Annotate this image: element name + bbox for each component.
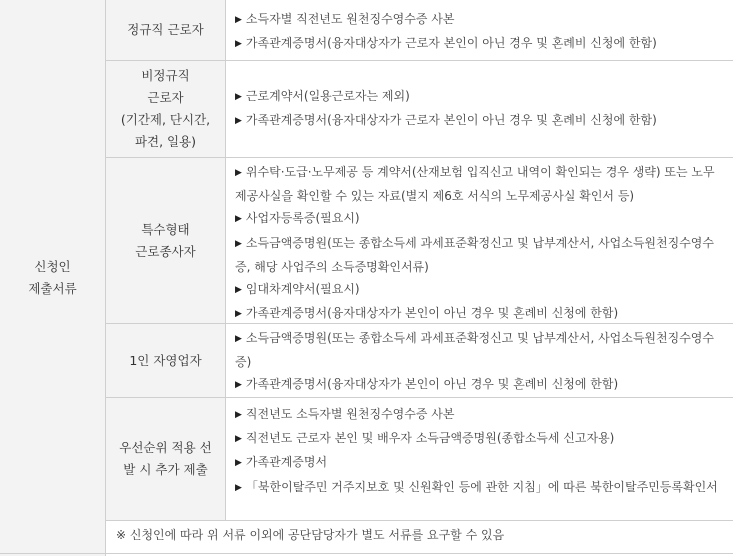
bullet-arrow-icon: ▶ <box>235 168 242 178</box>
footnote: ※ 신청인에 따라 위 서류 이외에 공단담당자가 별도 서류를 요구할 수 있음 <box>116 528 505 542</box>
document-item: ▶ 가족관계증명서(융자대상자가 본인이 아닌 경우 및 혼례비 신청에 한함) <box>235 377 619 392</box>
category-label: 정규직 근로자 <box>127 22 204 37</box>
divider <box>106 157 733 158</box>
bullet-arrow-icon: ▶ <box>235 309 242 320</box>
category-label: 비정규직 근로자 (기간제, 단시간, 파견, 일용) <box>120 68 211 149</box>
category-label: 1인 자영업자 <box>129 352 202 368</box>
divider <box>105 0 106 556</box>
document-list <box>226 403 733 520</box>
divider <box>225 0 226 521</box>
document-item: ▶ 소득금액증명원(또는 종합소득세 과세표준확정신고 및 납부계산서, 사업소득원천징수영수증, 해당 사업주의 소득증명확인서류) <box>235 235 714 274</box>
divider <box>106 60 733 61</box>
document-item: ▶ 근로계약서(일용근로자는 제외) <box>235 89 410 103</box>
document-item: ▶ 가족관계증명서(융자대상자가 본인이 아닌 경우 및 혼례비 신청에 한함) <box>235 306 619 321</box>
category-label: 우선순위 적용 선 발 시 추가 제출 <box>119 440 212 477</box>
group-label-cell <box>0 0 105 556</box>
bullet-arrow-icon: ▶ <box>235 238 242 249</box>
divider <box>0 553 733 554</box>
document-list <box>226 161 733 323</box>
group-label: 신청인 제출서류 <box>28 259 77 296</box>
document-item: ▶ 소득금액증명원(또는 종합소득세 과세표준확정신고 및 납부계산서, 사업소득원천징수영수증) <box>235 331 714 370</box>
document-list <box>226 8 733 60</box>
divider <box>106 520 733 521</box>
document-item: ▶ 가족관계증명서(융자대상자가 근로자 본인이 아닌 경우 및 혼례비 신청에 한함) <box>235 113 657 128</box>
divider <box>106 323 733 324</box>
bullet-arrow-icon: ▶ <box>235 482 242 493</box>
bullet-arrow-icon: ▶ <box>235 116 242 127</box>
document-item: ▶ 가족관계증명서 <box>235 455 328 470</box>
document-item: ▶ 「북한이탈주민 거주지보호 및 신원확인 등에 관한 지침」에 따른 북한이탈주민등록확인서 <box>235 479 718 494</box>
document-item: ▶ 직전년도 소득자별 원천징수영수증 사본 <box>235 407 455 421</box>
bullet-arrow-icon: ▶ <box>235 285 242 296</box>
bullet-arrow-icon: ▶ <box>235 434 242 445</box>
bullet-arrow-icon: ▶ <box>235 15 242 25</box>
category-cell <box>106 0 225 60</box>
category-cell <box>106 158 225 323</box>
document-item: ▶ 임대차계약서(필요시) <box>235 282 360 297</box>
document-item: ▶ 사업자등록증(필요시) <box>235 211 360 226</box>
bullet-arrow-icon: ▶ <box>235 334 242 344</box>
category-cell <box>106 61 225 157</box>
category-cell <box>106 324 225 397</box>
bullet-arrow-icon: ▶ <box>235 410 242 420</box>
category-label: 특수형태 근로종사자 <box>135 221 196 259</box>
bullet-arrow-icon: ▶ <box>235 39 242 50</box>
document-item: ▶ 직전년도 근로자 본인 및 배우자 소득금액증명원(종합소득세 신고자용) <box>235 431 615 446</box>
document-item: ▶ 가족관계증명서(융자대상자가 근로자 본인이 아닌 경우 및 혼례비 신청에 한함) <box>235 36 657 51</box>
bullet-arrow-icon: ▶ <box>235 92 242 102</box>
document-item: ▶ 소득자별 직전년도 원천징수영수증 사본 <box>235 12 455 26</box>
divider <box>106 397 733 398</box>
note-cell <box>106 524 733 550</box>
document-list <box>226 327 733 397</box>
bullet-arrow-icon: ▶ <box>235 458 242 469</box>
document-item: ▶ 위수탁·도급·노무제공 등 계약서(산재보험 입직신고 내역이 확인되는 경우 생략) 또는 노무제공사실을 확인할 수 있는 자료(별지 제6호 서식의 노무제공사실 확인서 등) <box>235 165 715 204</box>
bullet-arrow-icon: ▶ <box>235 380 242 391</box>
category-cell <box>106 398 225 520</box>
bullet-arrow-icon: ▶ <box>235 214 242 225</box>
document-list <box>226 85 733 157</box>
